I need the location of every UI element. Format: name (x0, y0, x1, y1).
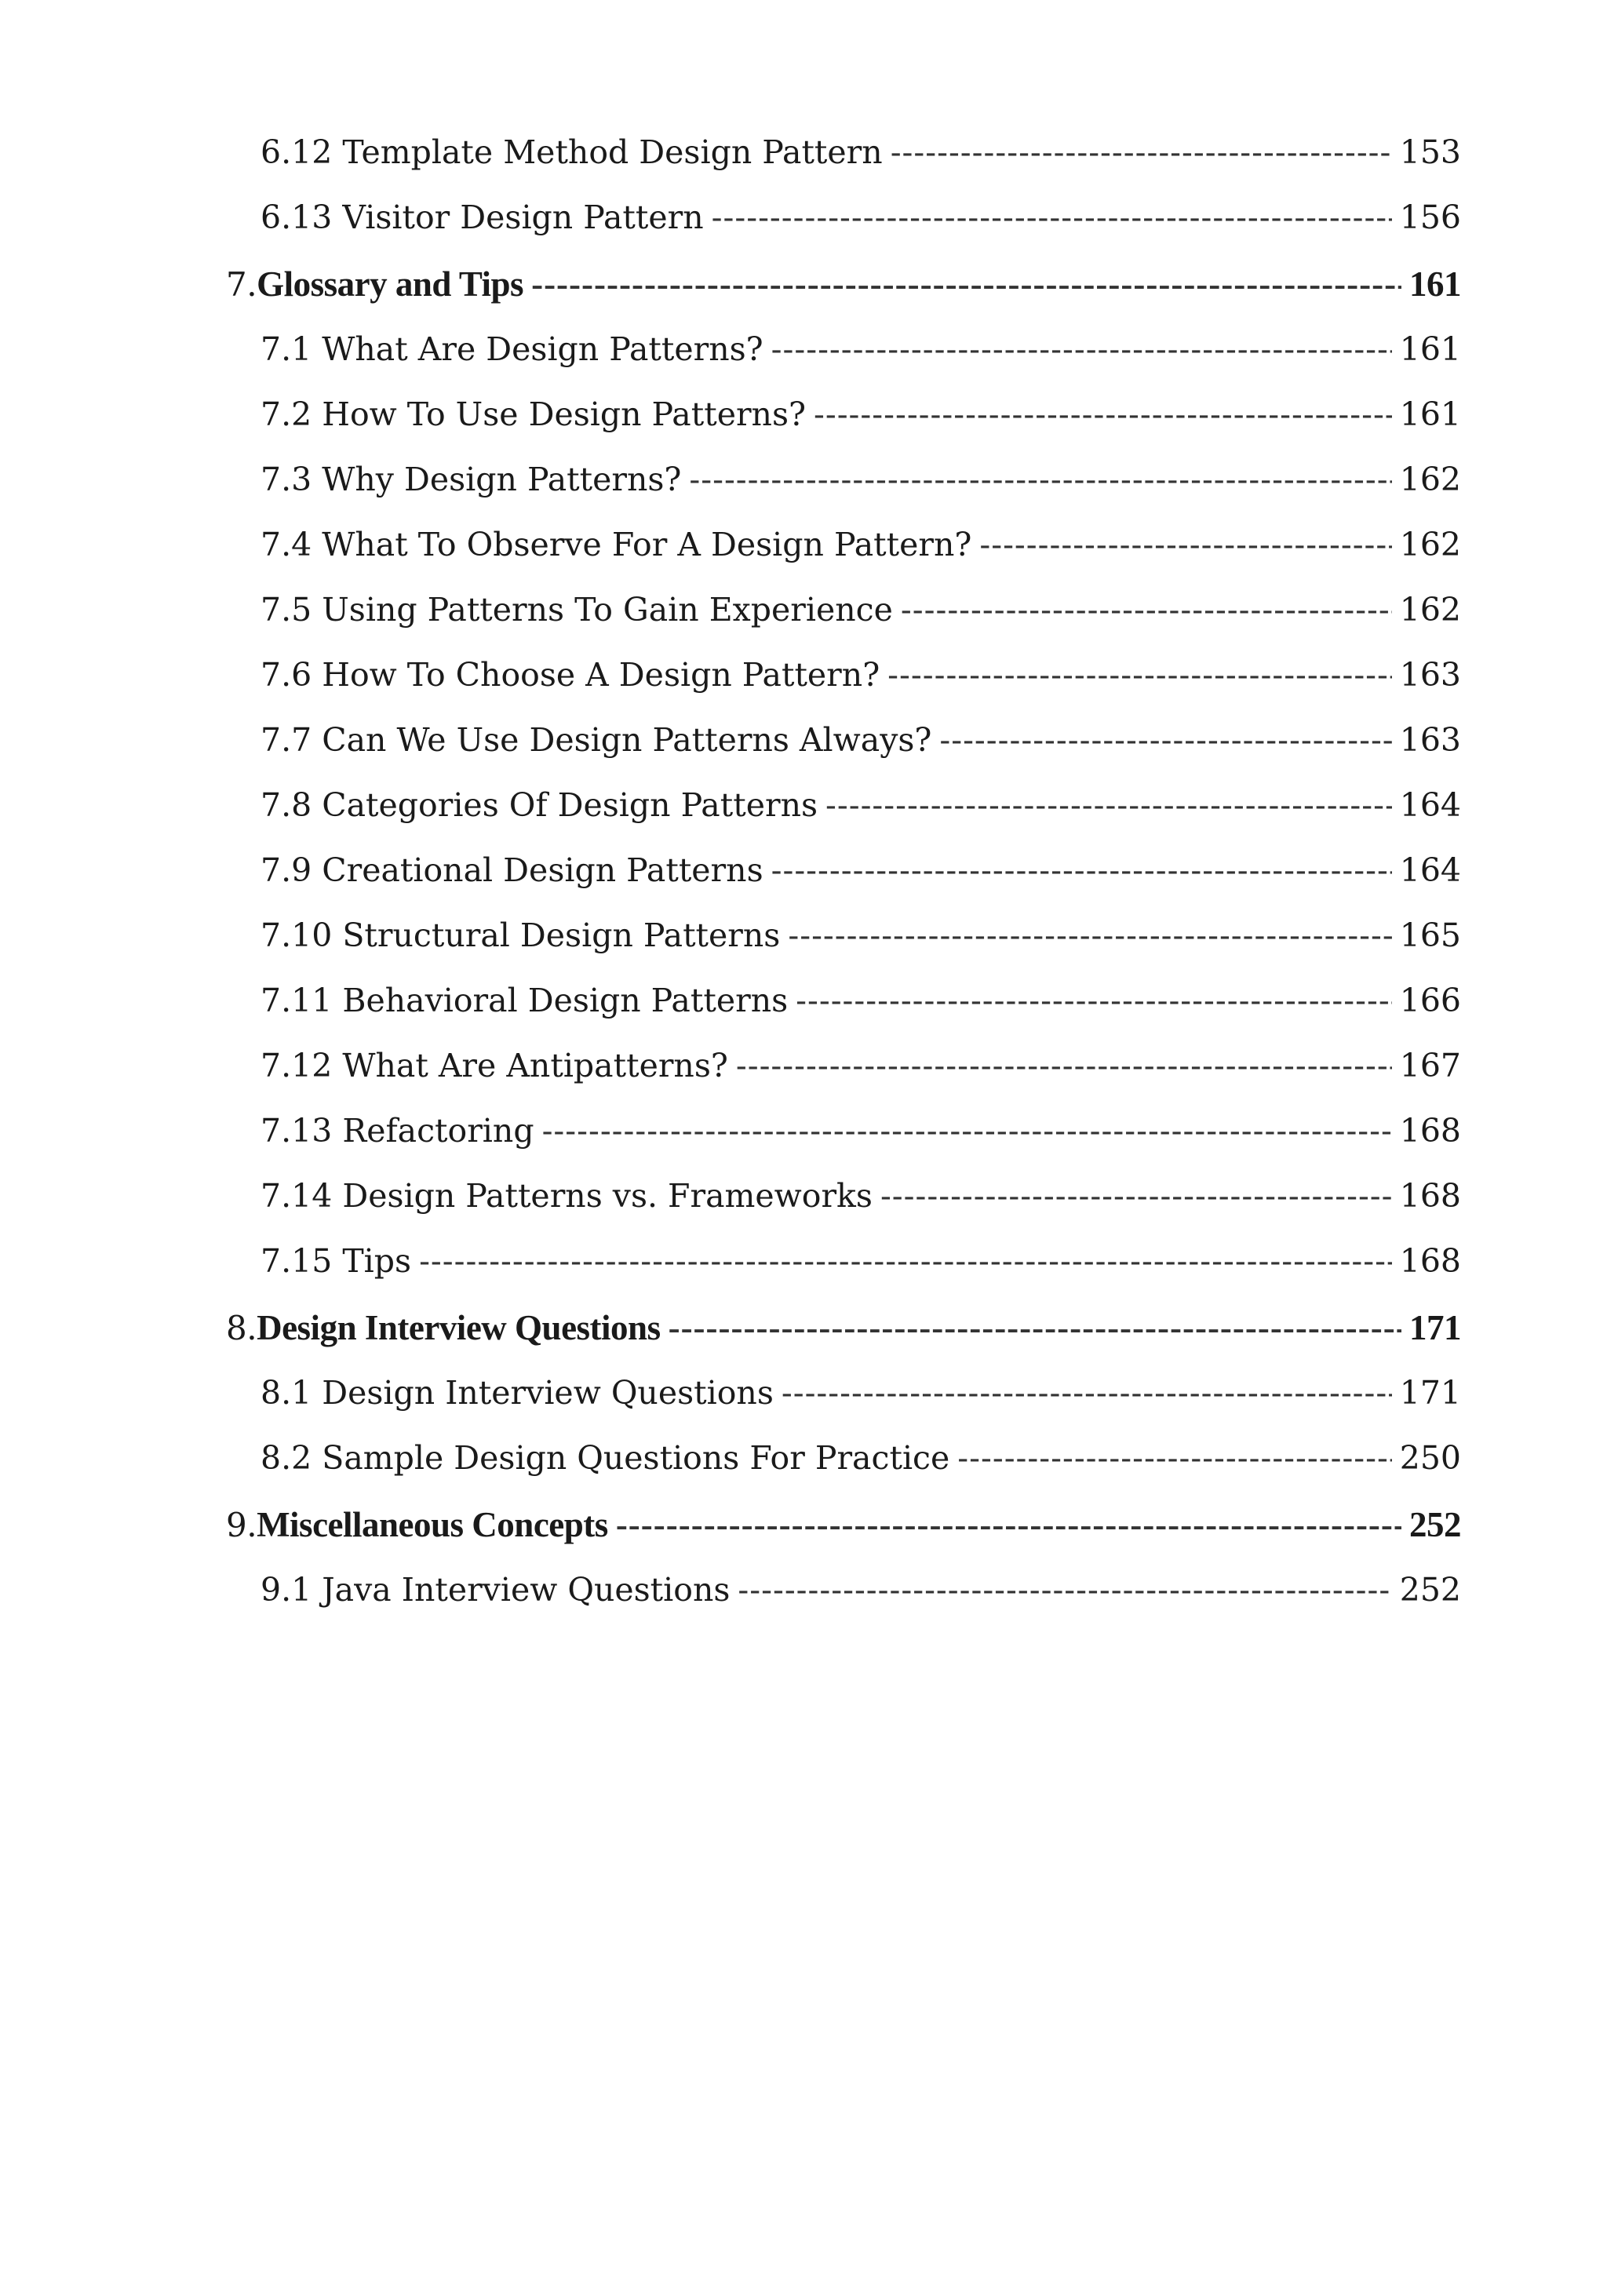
toc-dot-leader (771, 851, 1392, 889)
toc-section-entry[interactable] (226, 526, 1461, 591)
toc-section-entry[interactable] (226, 330, 1461, 395)
toc-page-number: 161 (1399, 395, 1461, 433)
toc-section-entry[interactable] (226, 591, 1461, 656)
toc-dot-leader (771, 330, 1392, 368)
toc-entry-title: 7.4 What To Observe For A Design Pattern? (261, 526, 972, 563)
toc-dot-leader (616, 1504, 1401, 1545)
toc-entry-title: 7.11 Behavioral Design Patterns (261, 982, 789, 1019)
toc-chapter-entry[interactable] (226, 1504, 1461, 1571)
toc-page-number: 252 (1409, 1505, 1461, 1544)
toc-page-number: 168 (1399, 1177, 1461, 1215)
toc-section-entry[interactable] (226, 721, 1461, 786)
toc-entry-title: 7.5 Using Patterns To Gain Experience (261, 591, 893, 629)
toc-dot-leader (712, 199, 1392, 236)
toc-section-entry[interactable] (226, 1571, 1461, 1636)
toc-page-number: 168 (1399, 1112, 1461, 1150)
toc-entry-title: 6.13 Visitor Design Pattern (261, 199, 704, 236)
toc-section-entry[interactable] (226, 1374, 1461, 1439)
toc-dot-leader (531, 264, 1401, 304)
toc-section-entry[interactable] (226, 656, 1461, 721)
toc-entry-title: 8.2 Sample Design Questions For Practice (261, 1439, 950, 1477)
toc-dot-leader (782, 1374, 1392, 1412)
toc-entry-title: 7.12 What Are Antipatterns? (261, 1047, 728, 1084)
toc-entry-title: 7.7 Can We Use Design Patterns Always? (261, 721, 932, 759)
toc-entry-title: Glossary and Tips (257, 264, 524, 304)
toc-page-number: 171 (1399, 1374, 1461, 1412)
toc-section-entry[interactable] (226, 199, 1461, 264)
toc-chapter-number: 8. (226, 1309, 257, 1347)
toc-entry-title: 7.8 Categories Of Design Patterns (261, 786, 818, 824)
toc-page-number: 164 (1399, 786, 1461, 824)
toc-page-number: 162 (1399, 591, 1461, 629)
toc-entry-title: Miscellaneous Concepts (257, 1505, 608, 1544)
toc-dot-leader (419, 1242, 1392, 1280)
toc-dot-leader (891, 133, 1392, 171)
toc-page-number: 166 (1399, 982, 1461, 1019)
toc-entry-title: 7.2 How To Use Design Patterns? (261, 395, 806, 433)
toc-chapter-entry[interactable] (226, 1307, 1461, 1374)
toc-page-number: 162 (1399, 526, 1461, 563)
toc-page-number: 165 (1399, 917, 1461, 954)
toc-entry-title: 7.10 Structural Design Patterns (261, 917, 781, 954)
toc-section-entry[interactable] (226, 1112, 1461, 1177)
toc-section-entry[interactable] (226, 1177, 1461, 1242)
toc-page-number: 164 (1399, 851, 1461, 889)
table-of-contents (226, 133, 1461, 1636)
toc-dot-leader (901, 591, 1392, 629)
toc-entry-title: 9.1 Java Interview Questions (261, 1571, 731, 1609)
toc-entry-title: 7.14 Design Patterns vs. Frameworks (261, 1177, 873, 1215)
toc-dot-leader (825, 786, 1392, 824)
toc-chapter-number: 7. (226, 265, 257, 304)
toc-dot-leader (689, 461, 1391, 498)
toc-dot-leader (979, 526, 1391, 563)
toc-dot-leader (788, 917, 1391, 954)
toc-dot-leader (814, 395, 1392, 433)
toc-dot-leader (736, 1047, 1392, 1084)
toc-entry-title: 6.12 Template Method Design Pattern (261, 133, 883, 171)
toc-dot-leader (796, 982, 1392, 1019)
toc-dot-leader (738, 1571, 1391, 1609)
toc-section-entry[interactable] (226, 982, 1461, 1047)
toc-page-number: 252 (1399, 1571, 1461, 1609)
toc-page-number: 161 (1409, 264, 1461, 304)
toc-dot-leader (669, 1307, 1401, 1348)
toc-chapter-entry[interactable] (226, 264, 1461, 330)
toc-entry-title: Design Interview Questions (257, 1308, 661, 1347)
toc-entry-title: 7.6 How To Choose A Design Pattern? (261, 656, 880, 694)
toc-page-number: 153 (1399, 133, 1461, 171)
toc-dot-leader (887, 656, 1392, 694)
toc-dot-leader (957, 1439, 1391, 1477)
toc-section-entry[interactable] (226, 851, 1461, 917)
toc-dot-leader (542, 1112, 1392, 1150)
toc-dot-leader (939, 721, 1391, 759)
toc-entry-title: 8.1 Design Interview Questions (261, 1374, 774, 1412)
toc-page-number: 161 (1399, 330, 1461, 368)
toc-dot-leader (880, 1177, 1392, 1215)
toc-section-entry[interactable] (226, 461, 1461, 526)
toc-chapter-number: 9. (226, 1506, 257, 1544)
toc-entry-title: 7.3 Why Design Patterns? (261, 461, 682, 498)
toc-page-number: 168 (1399, 1242, 1461, 1280)
toc-page-number: 250 (1399, 1439, 1461, 1477)
toc-entry-title: 7.15 Tips (261, 1242, 412, 1280)
toc-page-number: 167 (1399, 1047, 1461, 1084)
toc-entry-title: 7.1 What Are Design Patterns? (261, 330, 763, 368)
toc-page-number: 162 (1399, 461, 1461, 498)
toc-section-entry[interactable] (226, 917, 1461, 982)
toc-entry-title: 7.9 Creational Design Patterns (261, 851, 763, 889)
toc-page-number: 171 (1409, 1308, 1461, 1347)
toc-page-number: 163 (1399, 721, 1461, 759)
toc-section-entry[interactable] (226, 786, 1461, 851)
toc-page-number: 156 (1399, 199, 1461, 236)
toc-section-entry[interactable] (226, 1047, 1461, 1112)
toc-section-entry[interactable] (226, 133, 1461, 199)
toc-page-number: 163 (1399, 656, 1461, 694)
toc-entry-title: 7.13 Refactoring (261, 1112, 534, 1150)
toc-section-entry[interactable] (226, 395, 1461, 461)
toc-section-entry[interactable] (226, 1242, 1461, 1307)
toc-section-entry[interactable] (226, 1439, 1461, 1504)
